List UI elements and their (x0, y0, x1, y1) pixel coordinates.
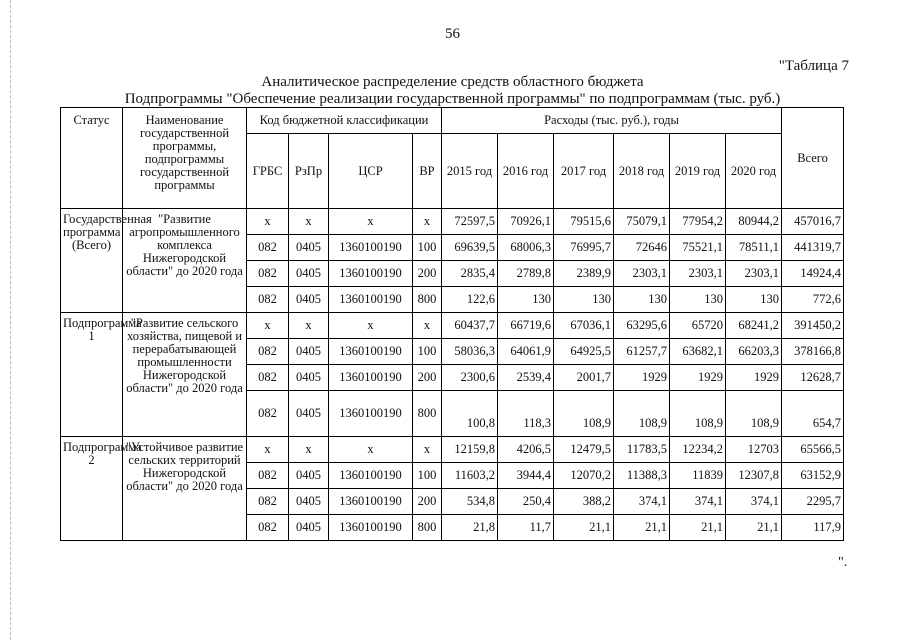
total-cell: 14924,4 (782, 261, 844, 287)
program-name-cell: "Развитие сельского хозяйства, пищевой и перерабатывающей промышленности Нижегородской области" до 2020 года (123, 313, 247, 437)
amount-cell: 58036,3 (442, 339, 498, 365)
header-year-2018: 2018 год (614, 134, 670, 209)
amount-cell: 2303,1 (614, 261, 670, 287)
amount-cell: 75521,1 (670, 235, 726, 261)
amount-cell: 79515,6 (554, 209, 614, 235)
header-expenses: Расходы (тыс. руб.), годы (442, 108, 782, 134)
table-body (61, 209, 844, 541)
amount-cell: 78511,1 (726, 235, 782, 261)
header-total: Всего (782, 108, 844, 209)
amount-cell: 68241,2 (726, 313, 782, 339)
total-cell: 378166,8 (782, 339, 844, 365)
total-cell: 772,6 (782, 287, 844, 313)
amount-cell: 374,1 (670, 489, 726, 515)
amount-cell: 118,3 (498, 391, 554, 437)
vr-cell: 200 (413, 489, 442, 515)
amount-cell: 64925,5 (554, 339, 614, 365)
program-name-cell: "Устойчивое развитие сельских территорий Нижегородской области" до 2020 года (123, 437, 247, 541)
amount-cell: 1929 (670, 365, 726, 391)
header-status: Статус (61, 108, 123, 209)
status-cell: Подпрограмма 2 (61, 437, 123, 541)
amount-cell: 374,1 (726, 489, 782, 515)
rzpr-cell: х (289, 313, 329, 339)
vr-cell: 100 (413, 339, 442, 365)
rzpr-cell: 0405 (289, 365, 329, 391)
csr-cell: х (329, 209, 413, 235)
amount-cell: 11603,2 (442, 463, 498, 489)
header-name: Наименование государственной программы, подпрограммы государственной программы (123, 108, 247, 209)
vr-cell: 200 (413, 261, 442, 287)
amount-cell: 11,7 (498, 515, 554, 541)
amount-cell: 77954,2 (670, 209, 726, 235)
grbs-cell: 082 (247, 463, 289, 489)
grbs-cell: х (247, 209, 289, 235)
amount-cell: 2303,1 (670, 261, 726, 287)
amount-cell: 11839 (670, 463, 726, 489)
grbs-cell: 082 (247, 235, 289, 261)
amount-cell: 1929 (614, 365, 670, 391)
vr-cell: 800 (413, 515, 442, 541)
header-rzpr: РзПр (289, 134, 329, 209)
amount-cell: 130 (498, 287, 554, 313)
grbs-cell: 082 (247, 261, 289, 287)
amount-cell: 60437,7 (442, 313, 498, 339)
grbs-cell: 082 (247, 339, 289, 365)
amount-cell: 80944,2 (726, 209, 782, 235)
header-year-2019: 2019 год (670, 134, 726, 209)
amount-cell: 2001,7 (554, 365, 614, 391)
amount-cell: 1929 (726, 365, 782, 391)
amount-cell: 534,8 (442, 489, 498, 515)
csr-cell: 1360100190 (329, 515, 413, 541)
amount-cell: 130 (554, 287, 614, 313)
amount-cell: 21,1 (614, 515, 670, 541)
amount-cell: 21,1 (726, 515, 782, 541)
amount-cell: 100,8 (442, 391, 498, 437)
total-cell: 441319,7 (782, 235, 844, 261)
grbs-cell: 082 (247, 489, 289, 515)
amount-cell: 68006,3 (498, 235, 554, 261)
amount-cell: 75079,1 (614, 209, 670, 235)
status-cell: Государственная программа (Всего) (61, 209, 123, 313)
vr-cell: 100 (413, 463, 442, 489)
amount-cell: 2789,8 (498, 261, 554, 287)
rzpr-cell: 0405 (289, 339, 329, 365)
csr-cell: х (329, 437, 413, 463)
grbs-cell: 082 (247, 365, 289, 391)
amount-cell: 12703 (726, 437, 782, 463)
amount-cell: 3944,4 (498, 463, 554, 489)
vr-cell: 800 (413, 287, 442, 313)
header-vr: ВР (413, 134, 442, 209)
amount-cell: 374,1 (614, 489, 670, 515)
amount-cell: 65720 (670, 313, 726, 339)
total-cell: 63152,9 (782, 463, 844, 489)
amount-cell: 12070,2 (554, 463, 614, 489)
amount-cell: 21,8 (442, 515, 498, 541)
table-label: "Таблица 7 (778, 58, 849, 74)
header-budget-code: Код бюджетной классификации (247, 108, 442, 134)
total-cell: 2295,7 (782, 489, 844, 515)
amount-cell: 12234,2 (670, 437, 726, 463)
rzpr-cell: 0405 (289, 287, 329, 313)
header-csr: ЦСР (329, 134, 413, 209)
amount-cell: 108,9 (554, 391, 614, 437)
total-cell: 117,9 (782, 515, 844, 541)
grbs-cell: 082 (247, 515, 289, 541)
total-cell: 391450,2 (782, 313, 844, 339)
header-grbs: ГРБС (247, 134, 289, 209)
rzpr-cell: 0405 (289, 235, 329, 261)
vr-cell: х (413, 209, 442, 235)
amount-cell: 108,9 (726, 391, 782, 437)
amount-cell: 11783,5 (614, 437, 670, 463)
csr-cell: 1360100190 (329, 365, 413, 391)
amount-cell: 250,4 (498, 489, 554, 515)
rzpr-cell: х (289, 209, 329, 235)
csr-cell: 1360100190 (329, 235, 413, 261)
page-number: 56 (445, 26, 460, 42)
grbs-cell: 082 (247, 391, 289, 437)
rzpr-cell: 0405 (289, 391, 329, 437)
amount-cell: 108,9 (614, 391, 670, 437)
amount-cell: 69639,5 (442, 235, 498, 261)
amount-cell: 4206,5 (498, 437, 554, 463)
csr-cell: 1360100190 (329, 391, 413, 437)
amount-cell: 122,6 (442, 287, 498, 313)
amount-cell: 12307,8 (726, 463, 782, 489)
amount-cell: 67036,1 (554, 313, 614, 339)
amount-cell: 130 (670, 287, 726, 313)
amount-cell: 66719,6 (498, 313, 554, 339)
vr-cell: 800 (413, 391, 442, 437)
rzpr-cell: 0405 (289, 515, 329, 541)
amount-cell: 21,1 (670, 515, 726, 541)
amount-cell: 11388,3 (614, 463, 670, 489)
amount-cell: 130 (726, 287, 782, 313)
table-title: Аналитическое распределение средств областного бюджета (261, 74, 644, 90)
amount-cell: 76995,7 (554, 235, 614, 261)
csr-cell: 1360100190 (329, 287, 413, 313)
rzpr-cell: 0405 (289, 489, 329, 515)
amount-cell: 61257,7 (614, 339, 670, 365)
csr-cell: 1360100190 (329, 261, 413, 287)
total-cell: 12628,7 (782, 365, 844, 391)
amount-cell: 72646 (614, 235, 670, 261)
vr-cell: 100 (413, 235, 442, 261)
total-cell: 65566,5 (782, 437, 844, 463)
table-row (61, 313, 844, 339)
vr-cell: х (413, 313, 442, 339)
program-name-cell: "Развитие агропромышленного комплекса Нижегородской области" до 2020 года (123, 209, 247, 313)
amount-cell: 2300,6 (442, 365, 498, 391)
amount-cell: 12479,5 (554, 437, 614, 463)
amount-cell: 108,9 (670, 391, 726, 437)
amount-cell: 130 (614, 287, 670, 313)
budget-table (60, 107, 844, 541)
rzpr-cell: 0405 (289, 463, 329, 489)
table-row (61, 209, 844, 235)
amount-cell: 2835,4 (442, 261, 498, 287)
csr-cell: 1360100190 (329, 489, 413, 515)
rzpr-cell: 0405 (289, 261, 329, 287)
amount-cell: 21,1 (554, 515, 614, 541)
amount-cell: 70926,1 (498, 209, 554, 235)
vr-cell: 200 (413, 365, 442, 391)
amount-cell: 63682,1 (670, 339, 726, 365)
amount-cell: 64061,9 (498, 339, 554, 365)
amount-cell: 63295,6 (614, 313, 670, 339)
amount-cell: 2539,4 (498, 365, 554, 391)
total-cell: 457016,7 (782, 209, 844, 235)
amount-cell: 72597,5 (442, 209, 498, 235)
grbs-cell: 082 (247, 287, 289, 313)
grbs-cell: х (247, 437, 289, 463)
csr-cell: х (329, 313, 413, 339)
header-year-2015: 2015 год (442, 134, 498, 209)
amount-cell: 2303,1 (726, 261, 782, 287)
csr-cell: 1360100190 (329, 339, 413, 365)
header-year-2017: 2017 год (554, 134, 614, 209)
amount-cell: 2389,9 (554, 261, 614, 287)
total-cell: 654,7 (782, 391, 844, 437)
vr-cell: х (413, 437, 442, 463)
rzpr-cell: х (289, 437, 329, 463)
amount-cell: 12159,8 (442, 437, 498, 463)
amount-cell: 66203,3 (726, 339, 782, 365)
amount-cell: 388,2 (554, 489, 614, 515)
grbs-cell: х (247, 313, 289, 339)
csr-cell: 1360100190 (329, 463, 413, 489)
table-row (61, 437, 844, 463)
header-year-2020: 2020 год (726, 134, 782, 209)
status-cell: Подпрограмма 1 (61, 313, 123, 437)
header-year-2016: 2016 год (498, 134, 554, 209)
closing-quote-mark: ". (838, 555, 848, 570)
table-subtitle: Подпрограммы "Обеспечение реализации государственной программы" по подпрограммам (тыс. руб.) (124, 91, 781, 107)
